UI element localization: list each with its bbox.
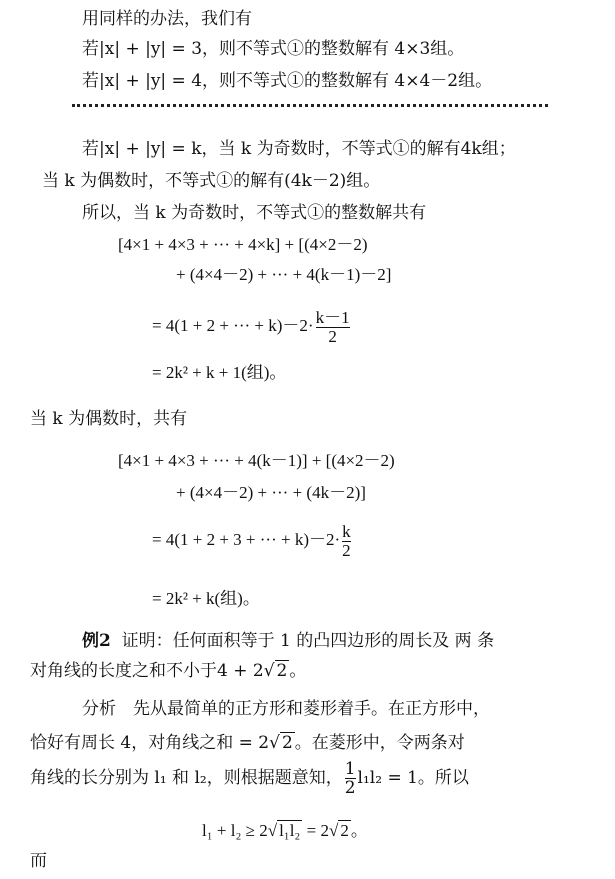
fraction-denominator: 2	[342, 540, 351, 560]
sqrt-radicand: l₁l₂	[279, 821, 301, 840]
example-label: 例2	[82, 631, 111, 651]
fraction-numerator: k	[342, 521, 351, 541]
example-2-line-1	[82, 630, 494, 652]
fraction-k-minus-1-over-2	[316, 309, 350, 346]
text-line-even: 当 k 为偶数时，共有	[30, 409, 188, 429]
analysis-line-2-end: 。在菱形中，令两条对	[294, 733, 465, 753]
sqrt-sign	[264, 661, 275, 681]
example-2-text: 对角线的长度之和不小于4 + 2	[30, 661, 264, 681]
formula-even-line-3-text: = 4(1 + 2 + 3 + ··· + k)－2·	[152, 530, 341, 549]
formula-even-line-2: + (4×4－2) + ··· + (4k－2)]	[176, 483, 366, 502]
formula-odd-result: = 2k² + k + 1(组)。	[152, 363, 287, 382]
formula-even-line-1: [4×1 + 4×3 + ··· + 4(k－1)] + [(4×2－2)	[118, 451, 395, 470]
analysis-line-2-text: 恰好有周长 4，对角线之和 = 2	[30, 733, 270, 753]
text-line-3: 若|x| + |y| = 4，则不等式①的整数解有 4×4－2组。	[82, 71, 493, 91]
text-line-2: 若|x| + |y| = 3，则不等式①的整数解有 4×3组。	[82, 39, 465, 59]
text-line-6: 所以，当 k 为奇数时，不等式①的整数解共有	[82, 203, 427, 223]
analysis-line-1: 分析 先从最简单的正方形和菱形着手。在正方形中，	[82, 699, 490, 719]
sqrt-sign	[329, 821, 338, 840]
example-2-end: 。	[289, 661, 307, 681]
formula-even-result: = 2k² + k(组)。	[152, 589, 260, 608]
fraction-one-half	[345, 760, 356, 797]
text-line-5: 当 k 为偶数时，不等式①的解有(4k－2)组。	[42, 171, 381, 191]
formula-odd-line-1: [4×1 + 4×3 + ··· + 4×k] + [(4×2－2)	[118, 235, 368, 254]
fraction-numerator: k－1	[315, 307, 350, 327]
text-line-1: 用同样的办法，我们有	[82, 9, 252, 29]
inequality-end: 。	[350, 821, 368, 840]
analysis-line-3-end: l₁l₂ = 1。所以	[357, 768, 469, 788]
formula-odd-line-3	[152, 304, 352, 348]
sqrt-sign	[269, 733, 280, 753]
inequality-left: l₁ + l₂ ≥ 2	[202, 821, 268, 840]
sqrt-radicand: 2	[281, 733, 293, 753]
formula-even-line-3	[152, 518, 353, 562]
analysis-line-3-text: 角线的长分别为 l₁ 和 l₂，则根据题意知，	[30, 768, 343, 788]
sqrt-radicand: 2	[276, 661, 288, 681]
dotted-separator	[72, 104, 548, 107]
fraction-k-over-2	[342, 523, 351, 560]
example-2-line-2	[30, 660, 306, 682]
inequality-line	[202, 820, 368, 842]
analysis-line-2	[30, 732, 465, 754]
fraction-denominator: 2	[316, 327, 350, 346]
formula-odd-line-3-text: = 4(1 + 2 + ··· + k)－2·	[152, 316, 314, 335]
formula-odd-line-2: + (4×4－2) + ··· + 4(k－1)－2]	[176, 265, 392, 284]
sqrt-radicand: 2	[340, 821, 349, 840]
sqrt-sign	[268, 821, 277, 840]
text-line-4: 若|x| + |y| = k，当 k 为奇数时，不等式①的解有4k组；	[82, 139, 516, 159]
example-statement: 证明：任何面积等于 1 的凸四边形的周长及 两 条	[121, 631, 495, 651]
inequality-mid: = 2	[302, 821, 329, 840]
final-line: 而	[30, 851, 47, 871]
fraction-denominator: 2	[344, 778, 356, 798]
fraction-numerator: 1	[344, 759, 356, 779]
analysis-line-3	[30, 756, 469, 800]
